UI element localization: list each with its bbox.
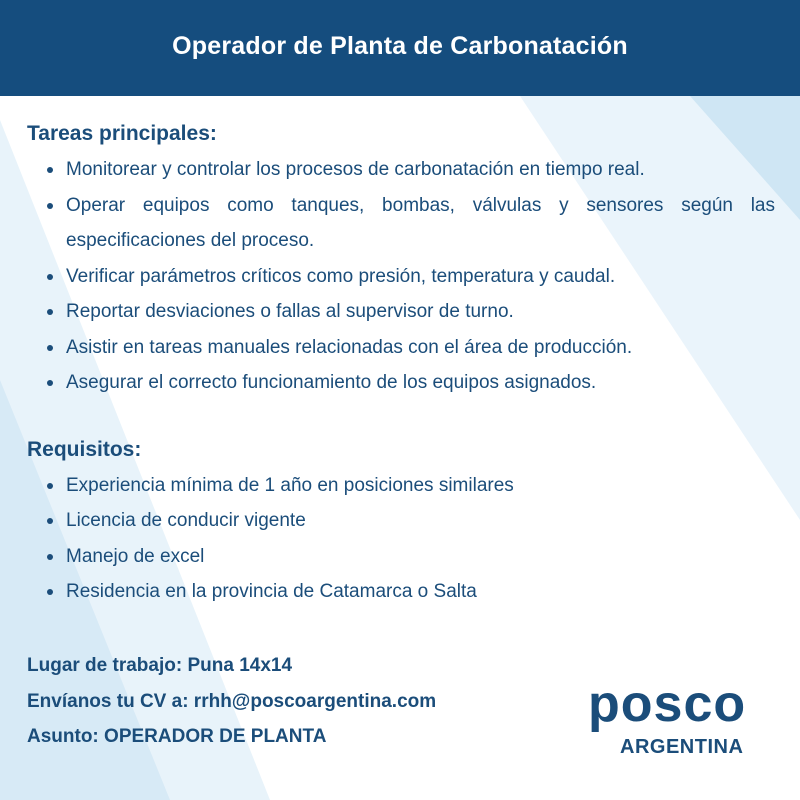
list-item: Operar equipos como tanques, bombas, válvulas y sensores según las especificaciones del proceso. xyxy=(27,188,775,259)
lugar-de-trabajo: Lugar de trabajo: Puna 14x14 xyxy=(27,655,293,676)
list-item: Verificar parámetros críticos como presión, temperatura y caudal. xyxy=(27,259,775,295)
envio-cv: Envíanos tu CV a: rrhh@poscoargentina.com xyxy=(27,690,437,712)
logo-subtitle: ARGENTINA xyxy=(620,736,744,758)
page-title: Operador de Planta de Carbonatación xyxy=(172,31,628,60)
list-item: Monitorear y controlar los procesos de carbonatación en tiempo real. xyxy=(27,152,775,188)
list-item: Asegurar el correcto funcionamiento de los equipos asignados. xyxy=(27,365,775,401)
tareas-title: Tareas principales: xyxy=(27,122,217,145)
list-item: Reportar desviaciones o fallas al supervisor de turno. xyxy=(27,294,775,330)
list-item: Residencia en la provincia de Catamarca o Salta xyxy=(27,574,775,610)
requisitos-title: Requisitos: xyxy=(27,437,142,461)
list-item: Manejo de excel xyxy=(27,539,775,575)
header-banner xyxy=(0,0,800,96)
posco-logo xyxy=(584,675,764,764)
logo-wordmark: posco xyxy=(588,675,747,733)
list-item: Asistir en tareas manuales relacionadas con el área de producción. xyxy=(27,330,775,366)
tareas-list xyxy=(27,152,775,401)
main-content xyxy=(27,116,775,610)
list-item: Experiencia mínima de 1 año en posiciones similares xyxy=(27,468,775,504)
requisitos-list xyxy=(27,468,775,610)
asunto: Asunto: OPERADOR DE PLANTA xyxy=(27,726,327,747)
contact-info xyxy=(27,648,436,755)
list-item: Licencia de conducir vigente xyxy=(27,503,775,539)
